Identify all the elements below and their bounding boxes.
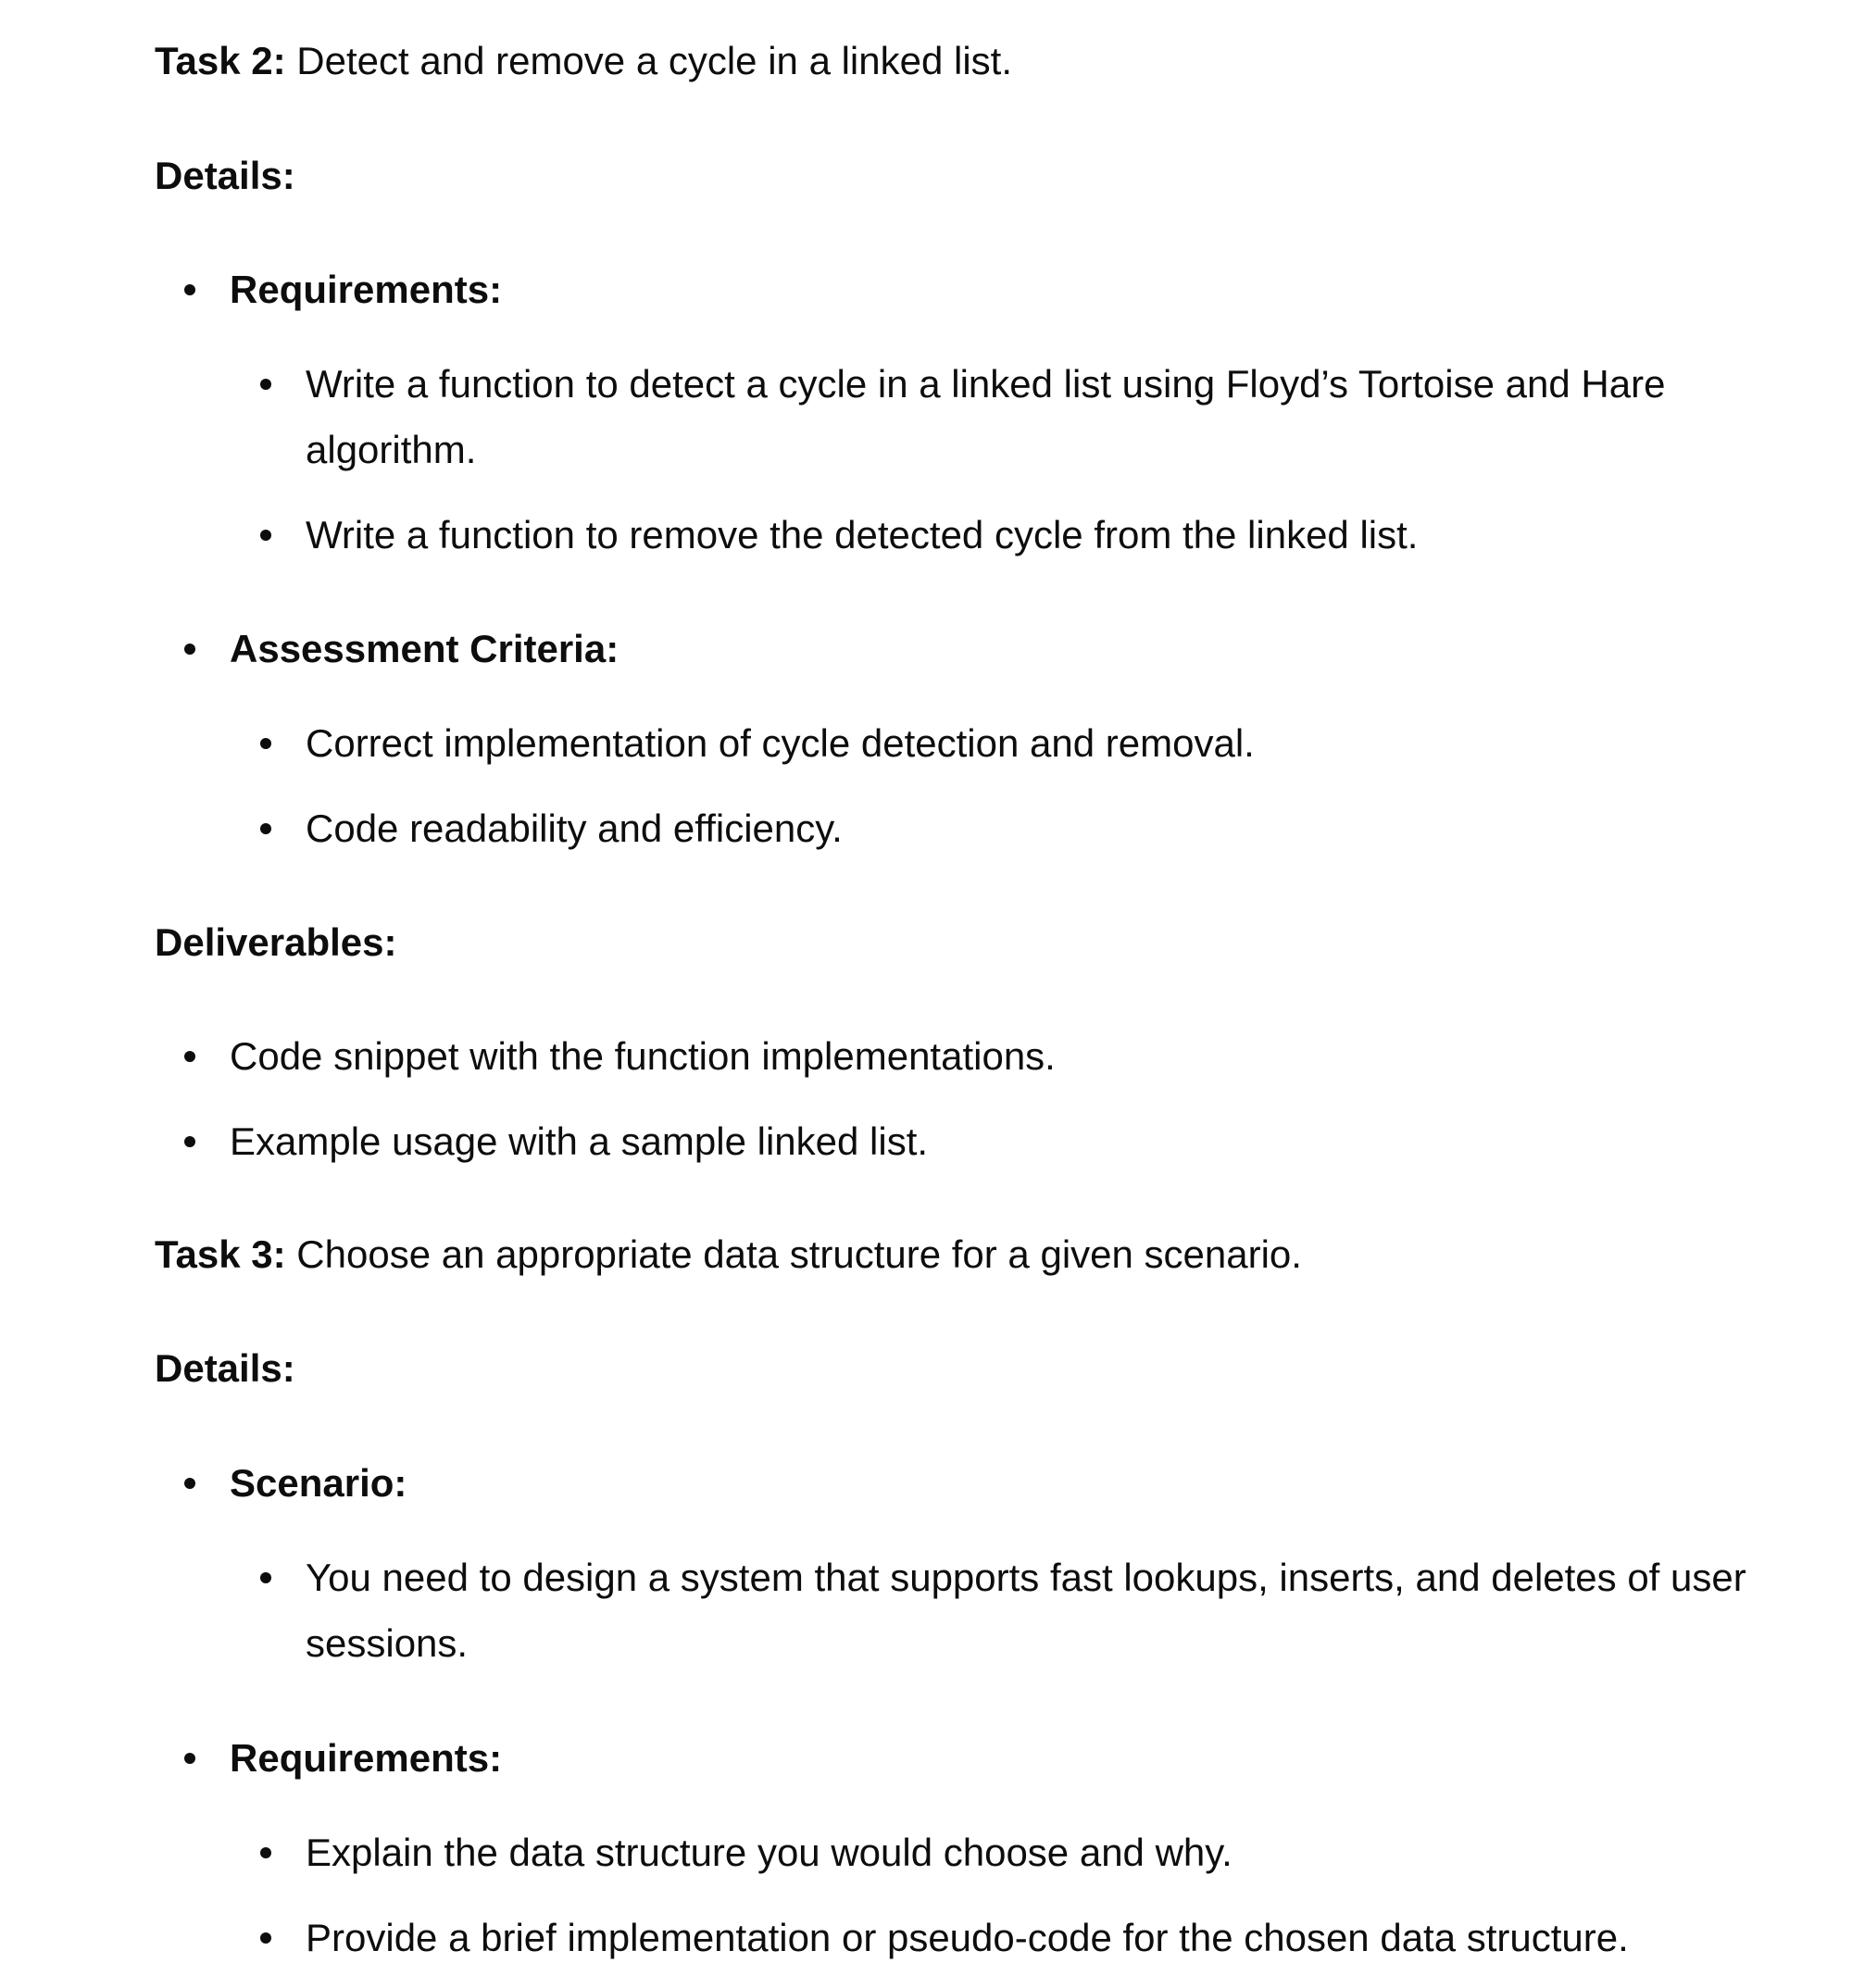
task3-heading <box>155 1227 1302 1282</box>
bullet-level2 <box>260 738 271 749</box>
bullet-level2 <box>260 1932 271 1944</box>
task3-requirement-2: Provide a brief implementation or pseudo-code for the chosen data structure. <box>306 1916 1629 1959</box>
task2-requirement-1-line1: Write a function to detect a cycle in a linked list using Floyd’s Tortoise and Hare <box>306 362 1666 406</box>
task2-details-heading: Details: <box>155 154 295 197</box>
task2-requirement-1-line2: algorithm. <box>306 428 477 471</box>
task2-assessment-heading: Assessment Criteria: <box>230 627 619 670</box>
task2-label: Task 2: <box>155 39 286 82</box>
bullet-level2 <box>260 379 271 390</box>
task2-assessment-1: Correct implementation of cycle detection and removal. <box>306 721 1255 765</box>
task3-details-heading: Details: <box>155 1346 295 1390</box>
bullet-level1 <box>184 1478 195 1489</box>
bullet-level2 <box>260 1847 271 1858</box>
task2-assessment-2: Code readability and efficiency. <box>306 806 843 850</box>
bullet-level1 <box>184 1051 195 1062</box>
task3-scenario-heading: Scenario: <box>230 1461 407 1505</box>
task2-requirements-heading: Requirements: <box>230 268 503 311</box>
task2-heading <box>155 33 1012 89</box>
task2-text: Detect and remove a cycle in a linked list. <box>285 39 1013 82</box>
task3-scenario-1-line2: sessions. <box>306 1621 469 1665</box>
bullet-level1 <box>184 284 195 295</box>
task2-requirement-2: Write a function to remove the detected cycle from the linked list. <box>306 513 1419 556</box>
bullet-level2 <box>260 1572 271 1583</box>
task3-text: Choose an appropriate data structure for a given scenario. <box>285 1232 1302 1276</box>
bullet-level2 <box>260 823 271 834</box>
bullet-level2 <box>260 530 271 541</box>
task2-deliverable-2: Example usage with a sample linked list. <box>230 1119 929 1163</box>
task3-requirements-heading: Requirements: <box>230 1736 503 1780</box>
task2-deliverable-1: Code snippet with the function implementations. <box>230 1034 1056 1078</box>
task3-requirement-1: Explain the data structure you would choose and why. <box>306 1831 1233 1874</box>
bullet-level1 <box>184 1136 195 1147</box>
task3-scenario-1-line1: You need to design a system that supports fast lookups, inserts, and deletes of user <box>306 1556 1746 1599</box>
task3-label: Task 3: <box>155 1232 286 1276</box>
bullet-level1 <box>184 644 195 655</box>
task2-deliverables-heading: Deliverables: <box>155 920 397 964</box>
bullet-level1 <box>184 1753 195 1764</box>
